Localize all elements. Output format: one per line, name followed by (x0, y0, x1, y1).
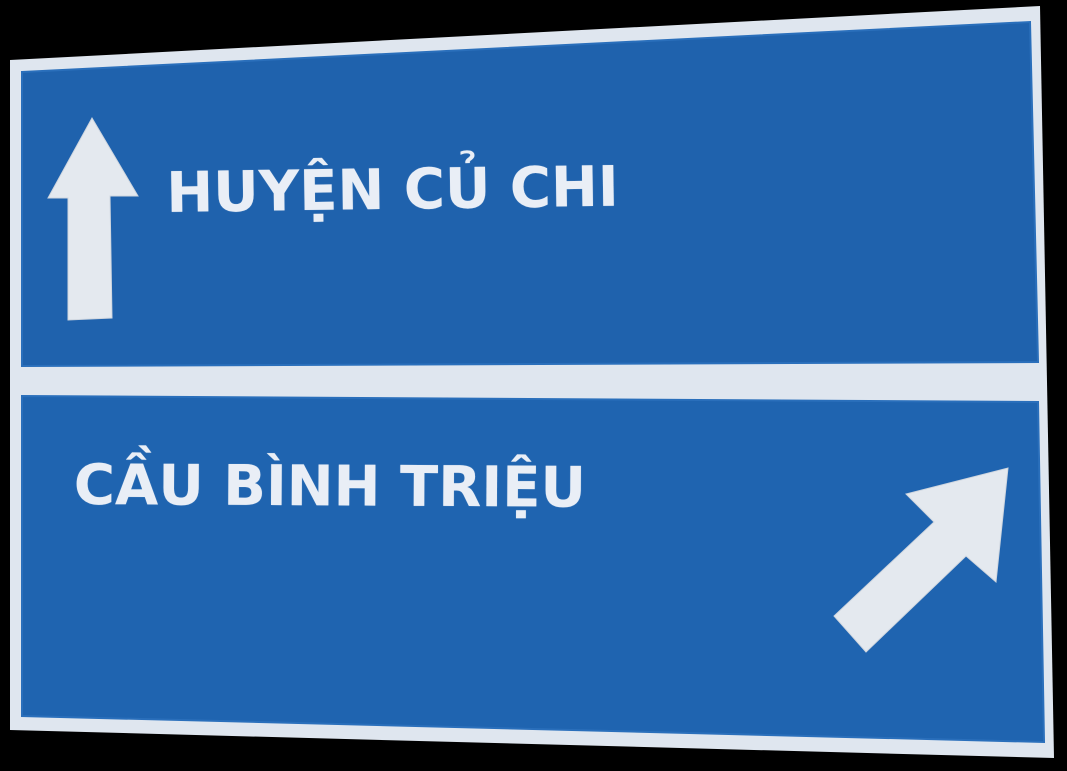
destination-cau-binh-trieu: CẦU BÌNH TRIỆU (73, 453, 587, 521)
destination-huyen-cu-chi: HUYỆN CỦ CHI (165, 154, 620, 226)
